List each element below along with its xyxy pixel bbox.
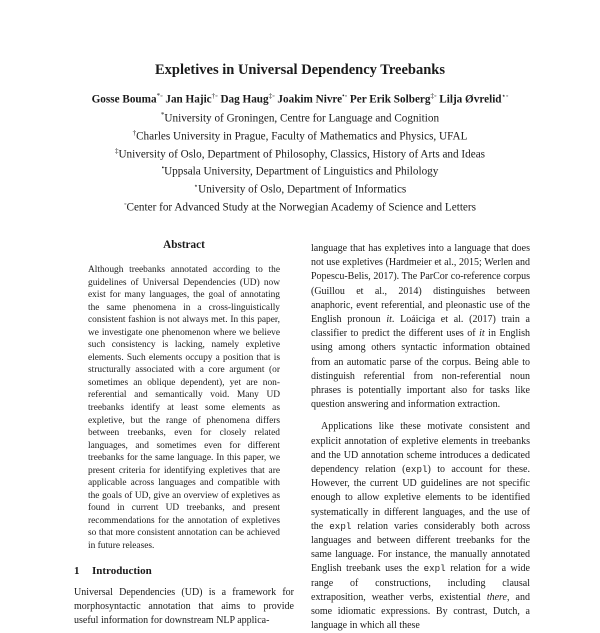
affiliation-list [0, 108, 600, 215]
affiliation-text: University of Oslo, Department of Philosophy, Classics, History of Arts and Ideas [118, 148, 486, 161]
italic-term: it [479, 328, 485, 340]
code-term: expl [405, 464, 428, 476]
author-marks: ‡◦ [268, 92, 275, 100]
author-list [0, 89, 600, 107]
author-name: Lilja Øvrelid [439, 93, 502, 106]
affiliation-text: University of Oslo, Department of Informatics [198, 184, 407, 197]
section-heading [74, 564, 294, 578]
affiliation-text: University of Groningen, Centre for Language and Cognition [164, 112, 440, 125]
affiliation-text: Uppsala University, Department of Linguistics and Philology [164, 166, 439, 179]
affiliation-mark: * [160, 111, 165, 119]
code-term: expl [329, 520, 352, 532]
paper-title: Expletives in Universal Dependency Treebanks [154, 62, 446, 78]
left-column [74, 239, 294, 628]
text-run: relation for a wide range of constructions, including clausal extraposition, weather verbs, existential [311, 563, 530, 603]
text-run: relation varies considerably both across languages and between different treebanks for the same language. For instance, the manually annotated English treebank uses the [311, 520, 531, 575]
italic-term: there [486, 591, 507, 603]
affiliation-text: Center for Advanced Study at the Norwegian Academy of Science and Letters [126, 201, 476, 214]
author-name: Gosse Bouma [91, 93, 157, 106]
affiliation [0, 108, 600, 126]
affiliation-text: Charles University in Prague, Faculty of Mathematics and Physics, UFAL [136, 130, 468, 143]
text-run: , and some idiomatic expressions. By contrast, Dutch, a language in which all these [311, 591, 530, 632]
code-term: expl [423, 563, 446, 575]
author-marks: ⋆◦ [501, 92, 509, 100]
text-run: ) to account for these. However, the current UD guidelines are not specific enough to allow expletive elements to be identified systematically in different languages, and the use of the [311, 464, 530, 532]
affiliation [0, 161, 600, 179]
author-marks: †◦ [211, 92, 218, 100]
affiliation [0, 126, 600, 144]
section-title: Introduction [92, 564, 152, 577]
text-run: language that has expletives into a language that does not use expletives (Hardmeier et al., 2015; Werlen and Popescu-Belis, 2017). The ParCor co-reference corpus (Guillou et al., 2014) distinguishes between anaphoric, event referential, and pleonastic use of the English pronoun [311, 243, 530, 326]
author-marks: •◦ [342, 92, 348, 100]
affiliation [0, 144, 600, 162]
affiliation [0, 179, 600, 197]
intro-paragraph: Universal Dependencies (UD) is a framework for morphosyntactic annotation that aims to provide useful information for downstream NLP applica- [74, 586, 294, 626]
affiliation [0, 197, 600, 215]
abstract-text: Although treebanks annotated according to the guidelines of Universal Dependencies (UD) now exist for many languages, the goal of annotating the same phenomena in a cross-linguistically consistent fashion is not always met. In this paper, we investigate one phenomenon where we believe such consistency is lacking, namely expletive elements. Such elements occupy a position that is structurally associated with a core argument (or sometimes an oblique dependent), yet are non-referential and semantically void. Many UD treebanks identify at least some elements as expletive, but the range of phenomena differs between treebanks, even for closely related languages, and sometimes even for different treebanks for the same language. In this paper, we present criteria for identifying expletives that are applicable across languages and compatible with the goals of UD, give an overview of expletives as found in current UD treebanks, and present recommendations for the annotation of expletives so that more consistent annotation can be achieved in future releases. [88, 265, 280, 552]
text-run: . Loáiciga et al. (2017) train a classifier to predict the different uses of [311, 314, 530, 340]
affiliation-mark: • [161, 164, 165, 173]
body-paragraph [311, 242, 530, 412]
author-name: Jan Hajic [165, 93, 212, 106]
affiliation-mark: † [132, 128, 137, 137]
abstract-heading: Abstract [163, 239, 205, 251]
right-column [311, 242, 530, 633]
author-marks: *◦ [156, 92, 163, 100]
text-run: Applications like these motivate consistent and explicit annotation of expletive elements in treebanks and the UD annotation scheme introduces a dedicated dependency relation ( [311, 421, 530, 476]
author-name: Per Erik Solberg [349, 93, 431, 106]
body-paragraph [311, 420, 530, 633]
affiliation-mark: ‡ [114, 146, 119, 155]
italic-term: it [386, 314, 392, 326]
author-name: Joakim Nivre [277, 93, 343, 106]
text-run: in English using among others syntactic information obtained from an automatic parse of the corpus. Being able to distinguish referential from non-referential noun phrases is potentially important also for tasks like question answering and information extraction. [311, 328, 530, 411]
section-number: 1 [74, 564, 80, 577]
author-name: Dag Haug [220, 93, 269, 106]
affiliation-mark: ◦ [124, 200, 127, 209]
affiliation-mark: ⋆ [193, 182, 199, 191]
author-marks: ‡◦ [430, 92, 437, 100]
